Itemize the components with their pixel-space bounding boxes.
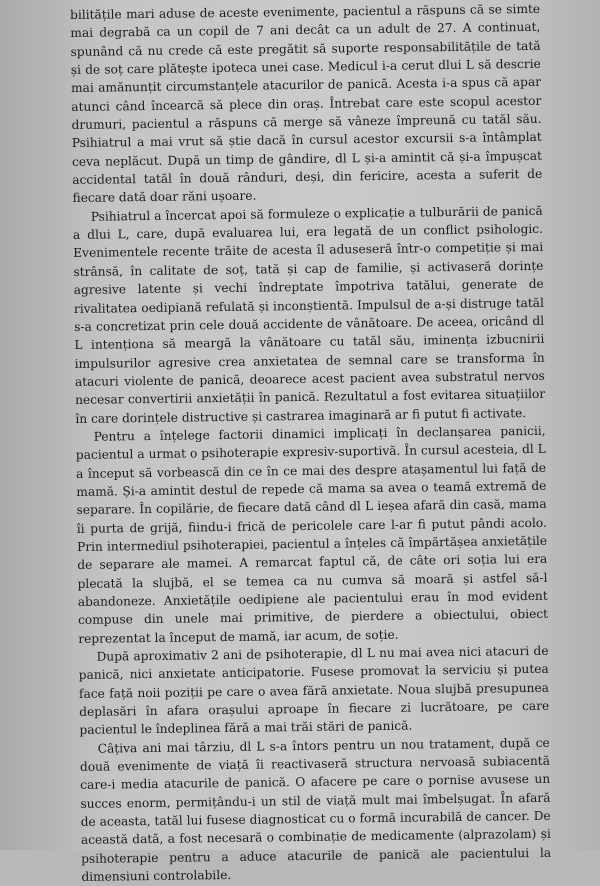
page-text [70, 0, 551, 886]
paragraph: Pentru a înțelege factorii dinamici implicați în declanșarea panicii, pacientul a urmat o psihoterapie expresiv-suportivă. În cursul acesteia, dl L a început să vorbească din ce în ce mai des despre atașamentul lui față de mamă. Și-a amintit destul de repede că mama sa avea o teamă extremă de separare. În copilărie, de fiecare dată când dl L ieșea afară din casă, mama îi purta de grijă, fiindu-i frică de pericolele care l-ar fi putut pândi acolo. Prin intermediul psihoterapiei, pacientul a înțeles că împărtășea anxietățile de separare ale mamei. A remarcat faptul că, de câte ori soția lui era plecată la slujbă, el se temea ca nu cumva să moară și astfel să-l abandoneze. Anxietățile oedipiene ale pacientului erau în mod evident compuse din unele mai primitive, de pierdere a obiectului, obiect reprezentat la început de mamă, iar acum, de soție. [75, 423, 549, 646]
paragraph: După aproximativ 2 ani de psihoterapie, dl L nu mai avea nici atacuri de panică, nici anxietate anticipatorie. Fusese promovat la serviciu și putea face față noii poziții pe care o avea fără anxietate. Noua slujbă presupunea deplasări în afara orașului aproape în fiecare zi lucrătoare, pe care pacientul le îndeplinea fără a mai trăi stări de panică. [78, 643, 550, 738]
paragraph: Câțiva ani mai târziu, dl L s-a întors pentru un nou tratament, după ce două evenimente de viață îi reactivaseră structura nervoasă subiacentă care-i media atacurile de panică. O afacere pe care o pornise avusese un succes enorm, permițându-i un stil de viață mult mai îmbelșugat. În afară de aceasta, tatăl lui fusese diagnosticat cu o formă incurabilă de cancer. De această dată, a fost necesară o combinație de medicamente (alprazolam) și psihoterapie pentru a aduce atacurile de panică ale pacientului la dimensiuni controlabile. [79, 735, 552, 885]
paragraph: bilitățile mari aduse de aceste evenimente, pacientul a răspuns că se simte mai degrabă ca un copil de 7 ani decât ca un adult de 27. A continuat, spunând că nu crede că este pregătit să suporte responsabilitățile de tată și de soț care plătește ipoteca unei case. Medicul i-a cerut dlui L să descrie mai amănunțit circumstanțele atacurilor de panică. Acesta i-a spus că apar atunci când încearcă să plece din oraș. Întrebat care este scopul acestor drumuri, pacientul a răspuns că merge să vâneze împreună cu tatăl său. Psihiatrul a mai vrut să știe dacă în cursul acestor excursii s-a întâmplat ceva neplăcut. După un timp de gândire, dl L și-a amintit că și-a împușcat accidental tatăl în două rânduri, deși, din fericire, acesta a suferit de fiecare dată doar răni ușoare. [70, 1, 543, 206]
paragraph: Psihiatrul a încercat apoi să formuleze o explicație a tulburării de panică a dlui L, care, după evaluarea lui, era legată de un conflict psihologic. Evenimentele recente trăite de acesta îl aduseseră într-o competiție și mai strânsă, în calitate de soț, tată și cap de familie, și activaseră dorințe agresive latente și vechi îndreptate împotriva tatălui, generate de rivalitatea oedipiană refulată și inconștientă. Impulsul de a-și distruge tatăl s-a concretizat prin cele două accidente de vânătoare. De aceea, oricând dl L intenționa să meargă la vânătoare cu tatăl său, iminența izbucnirii impulsurilor agresive crea anxietatea de semnal care se transforma în atacuri violente de panică, deoarece acest pacient avea substratul nervos necesar convertirii anxietății în panică. Rezultatul a fost evitarea situațiilor în care dorințele distructive și castrarea imaginară ar fi putut fi activate. [72, 203, 546, 426]
